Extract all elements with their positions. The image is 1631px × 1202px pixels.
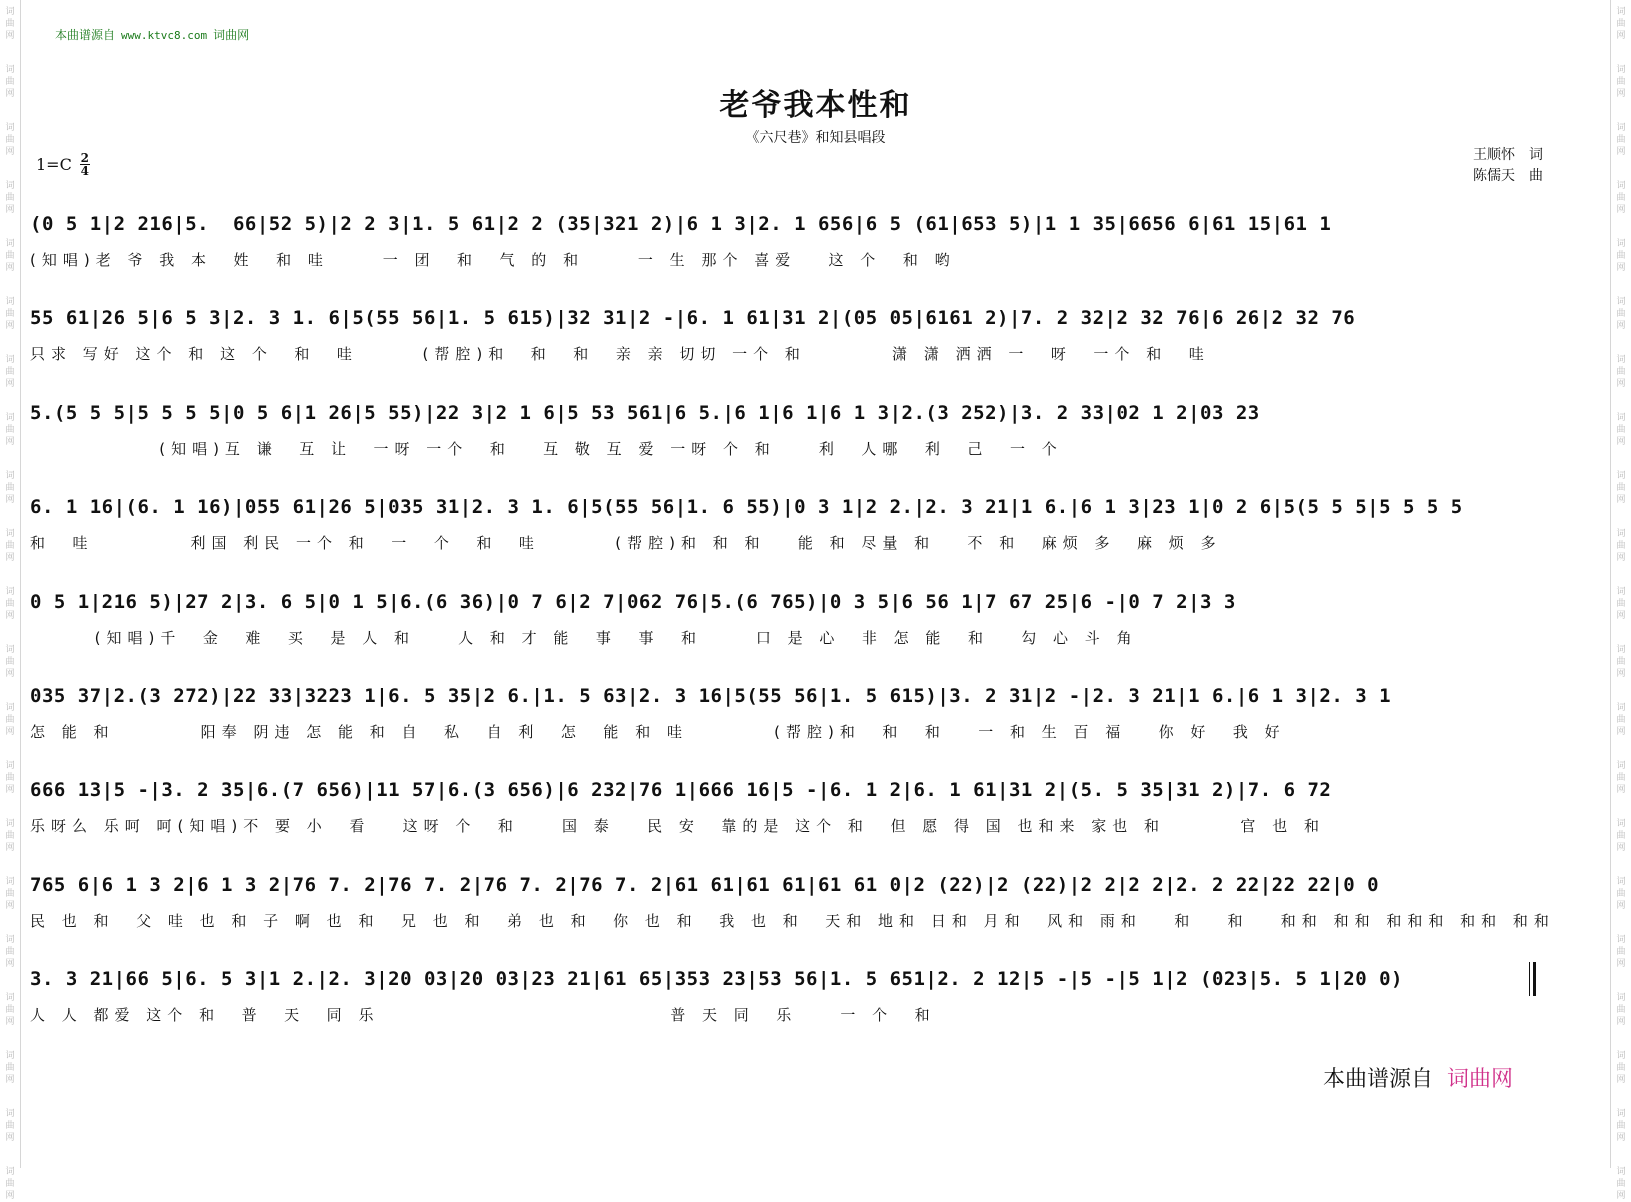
lyrics-line: 只求 写好 这个 和 这 个 和 哇 (帮腔)和 和 和 亲 亲 切切 一个 和 潇 潇 洒洒 一 呀 一个 和 哇: [30, 345, 1210, 363]
key-signature: [36, 152, 90, 177]
notation-line: 765 6|6 1 3 2|6 1 3 2|76 7. 2|76 7. 2|76 7. 2|76 7. 2|61 61|61 61|61 61 0|2 (22)|2 (22)|2 2|2 2|2. 2 22|22 22|0 0: [30, 874, 1380, 896]
time-signature: [80, 152, 90, 177]
side-watermark-glyphs: 词 曲 网: [5, 181, 15, 215]
source-prefix: 本曲谱源自: [1322, 1067, 1433, 1092]
composer-name: 陈儒天: [1473, 168, 1515, 184]
side-watermark-glyphs: 词 曲 网: [5, 993, 15, 1027]
credits: [1473, 145, 1543, 187]
side-watermark-glyphs: 词 曲 网: [1616, 297, 1626, 331]
notation-line: 55 61|26 5|6 5 3|2. 3 1. 6|5(55 56|1. 5 615)|32 31|2 -|6. 1 61|31 2|(05 05|6161 2)|7. 2 32|2 32 76|6 26|2 32 76: [30, 307, 1356, 329]
side-watermark-glyphs: 词 曲 网: [1616, 7, 1626, 41]
side-watermark-glyphs: 词 曲 网: [5, 355, 15, 389]
side-watermark-glyphs: 词 曲 网: [5, 471, 15, 505]
side-watermark-glyphs: 词 曲 网: [5, 65, 15, 99]
side-watermark-glyphs: 词 曲 网: [1616, 761, 1626, 795]
side-watermark-glyphs: 词 曲 网: [5, 703, 15, 737]
side-watermark-glyphs: 词 曲 网: [5, 297, 15, 331]
side-watermark-glyphs: 词 曲 网: [5, 239, 15, 273]
side-watermark-glyphs: 词 曲 网: [1616, 181, 1626, 215]
lyrics-line: 人 人 都爱 这个 和 普 天 同 乐 普 天 同 乐 一 个 和: [30, 1006, 936, 1024]
notation-line: 5.(5 5 5|5 5 5 5|0 5 6|1 26|5 55)|22 3|2 1 6|5 53 561|6 5.|6 1|6 1|6 1 3|2.(3 252)|3. 2 33|02 1 2|03 23: [30, 402, 1260, 424]
right-margin-watermark: [1610, 0, 1631, 1201]
side-watermark-glyphs: 词 曲 网: [5, 645, 15, 679]
lyrics-line: 怎 能 和 阳奉 阴违 怎 能 和 自 私 自 利 怎 能 和 哇 (帮腔)和 和 和 一 和 生 百 福 你 好 我 好: [30, 723, 1286, 741]
notation-line: 666 13|5 -|3. 2 35|6.(7 656)|11 57|6.(3 656)|6 232|76 1|666 16|5 -|6. 1 2|6. 1 61|31 2|(5. 5 35|31 2)|7. 6 72: [30, 779, 1332, 801]
final-barline: [1529, 962, 1536, 996]
side-watermark-glyphs: 词 曲 网: [1616, 1051, 1626, 1085]
source-prefix: 本曲谱源自: [55, 28, 116, 42]
notation-line: 6. 1 16|(6. 1 16)|055 61|26 5|035 31|2. 3 1. 6|5(55 56|1. 6 55)|0 3 1|2 2.|2. 3 21|1 6.|6 1 3|23 1|0 2 6|5(5 5 5|5 5 5 5: [30, 496, 1463, 518]
lyrics-line: (知唱)老 爷 我 本 姓 和 哇 一 团 和 气 的 和 一 生 那个 喜爱 这 个 和 哟: [30, 251, 956, 269]
notation-line: 035 37|2.(3 272)|22 33|3223 1|6. 5 35|2 6.|1. 5 63|2. 3 16|5(55 56|1. 5 615)|3. 2 31|2 -|2. 3 21|1 6.|6 1 3|2. 3 1: [30, 685, 1392, 707]
source-url[interactable]: www.ktvc8.com: [121, 29, 208, 42]
side-watermark-glyphs: 词 曲 网: [1616, 1167, 1626, 1201]
source-site-link[interactable]: 词曲网: [1446, 1067, 1513, 1092]
side-watermark-glyphs: 词 曲 网: [1616, 645, 1626, 679]
side-watermark-glyphs: 词 曲 网: [5, 7, 15, 41]
composer-role: 曲: [1529, 168, 1543, 184]
side-watermark-glyphs: 词 曲 网: [1616, 993, 1626, 1027]
side-watermark-glyphs: 词 曲 网: [5, 1167, 15, 1201]
lyrics-line: 和 哇 利国 利民 一个 和 一 个 和 哇 (帮腔)和 和 和 能 和 尽量 和 不 和 麻烦 多 麻 烦 多: [30, 534, 1222, 552]
side-watermark-glyphs: 词 曲 网: [1616, 355, 1626, 389]
side-watermark-glyphs: 词 曲 网: [5, 877, 15, 911]
notation-line: 0 5 1|216 5)|27 2|3. 6 5|0 1 5|6.(6 36)|0 7 6|2 7|062 76|5.(6 765)|0 3 5|6 56 1|7 67 25|6 -|0 7 2|3 3: [30, 591, 1236, 613]
side-watermark-glyphs: 词 曲 网: [5, 413, 15, 447]
side-watermark-glyphs: 词 曲 网: [5, 587, 15, 621]
side-watermark-glyphs: 词 曲 网: [1616, 703, 1626, 737]
time-signature-top: 2: [80, 151, 89, 165]
side-watermark-glyphs: 词 曲 网: [1616, 587, 1626, 621]
side-watermark-glyphs: 词 曲 网: [1616, 471, 1626, 505]
side-watermark-glyphs: 词 曲 网: [1616, 239, 1626, 273]
side-watermark-glyphs: 词 曲 网: [5, 529, 15, 563]
side-watermark-glyphs: 词 曲 网: [5, 935, 15, 969]
score-title: 老爷我本性和: [719, 88, 912, 123]
side-watermark-glyphs: 词 曲 网: [1616, 877, 1626, 911]
lyrics-line: 民 也 和 父 哇 也 和 子 啊 也 和 兄 也 和 弟 也 和 你 也 和 我 也 和 天和 地和 日和 月和 风和 雨和 和 和 和和 和和 和和和 和和 和和: [30, 912, 1555, 930]
side-watermark-glyphs: 词 曲 网: [1616, 65, 1626, 99]
source-watermark-top: [55, 26, 249, 43]
notation-line: 3. 3 21|66 5|6. 5 3|1 2.|2. 3|20 03|20 03|23 21|61 65|353 23|53 56|1. 5 651|2. 2 12|5 -|5 -|5 1|2 (023|5. 5 1|20 0): [30, 968, 1403, 990]
key-label: 1=C: [36, 155, 72, 174]
side-watermark-glyphs: 词 曲 网: [5, 819, 15, 853]
side-watermark-glyphs: 词 曲 网: [1616, 1109, 1626, 1143]
side-watermark-glyphs: 词 曲 网: [1616, 529, 1626, 563]
lyricist-role: 词: [1529, 147, 1543, 163]
notation-line: (0 5 1|2 216|5. 66|52 5)|2 2 3|1. 5 61|2 2 (35|321 2)|6 1 3|2. 1 656|6 5 (61|653 5)|1 1 35|6656 6|61 15|61 1: [30, 213, 1332, 235]
side-watermark-glyphs: 词 曲 网: [5, 761, 15, 795]
source-watermark-bottom: [1323, 1062, 1513, 1093]
left-margin-watermark: [0, 0, 21, 1201]
side-watermark-glyphs: 词 曲 网: [1616, 935, 1626, 969]
lyrics-line: 乐呀么 乐呵 呵(知唱)不 要 小 看 这呀 个 和 国 泰 民 安 靠的是 这个 和 但 愿 得 国 也和来 家也 和 官 也 和: [30, 817, 1325, 835]
side-watermark-glyphs: 词 曲 网: [5, 123, 15, 157]
lyrics-line: (知唱)互 谦 互 让 一呀 一个 和 互 敬 互 爱 一呀 个 和 利 人哪 利 己 一 个: [30, 440, 1063, 458]
side-watermark-glyphs: 词 曲 网: [5, 1109, 15, 1143]
lyrics-line: (知唱)千 金 难 买 是 人 和 人 和 才 能 事 事 和 口 是 心 非 怎 能 和 勾 心 斗 角: [30, 629, 1138, 647]
side-watermark-glyphs: 词 曲 网: [1616, 413, 1626, 447]
side-watermark-glyphs: 词 曲 网: [1616, 819, 1626, 853]
source-site: 词曲网: [213, 28, 250, 42]
side-watermark-glyphs: 词 曲 网: [5, 1051, 15, 1085]
lyricist-name: 王顺怀: [1473, 147, 1515, 163]
score-subtitle: 《六尺巷》和知县唱段: [745, 130, 886, 146]
side-watermark-glyphs: 词 曲 网: [1616, 123, 1626, 157]
time-signature-bottom: 4: [80, 164, 89, 178]
